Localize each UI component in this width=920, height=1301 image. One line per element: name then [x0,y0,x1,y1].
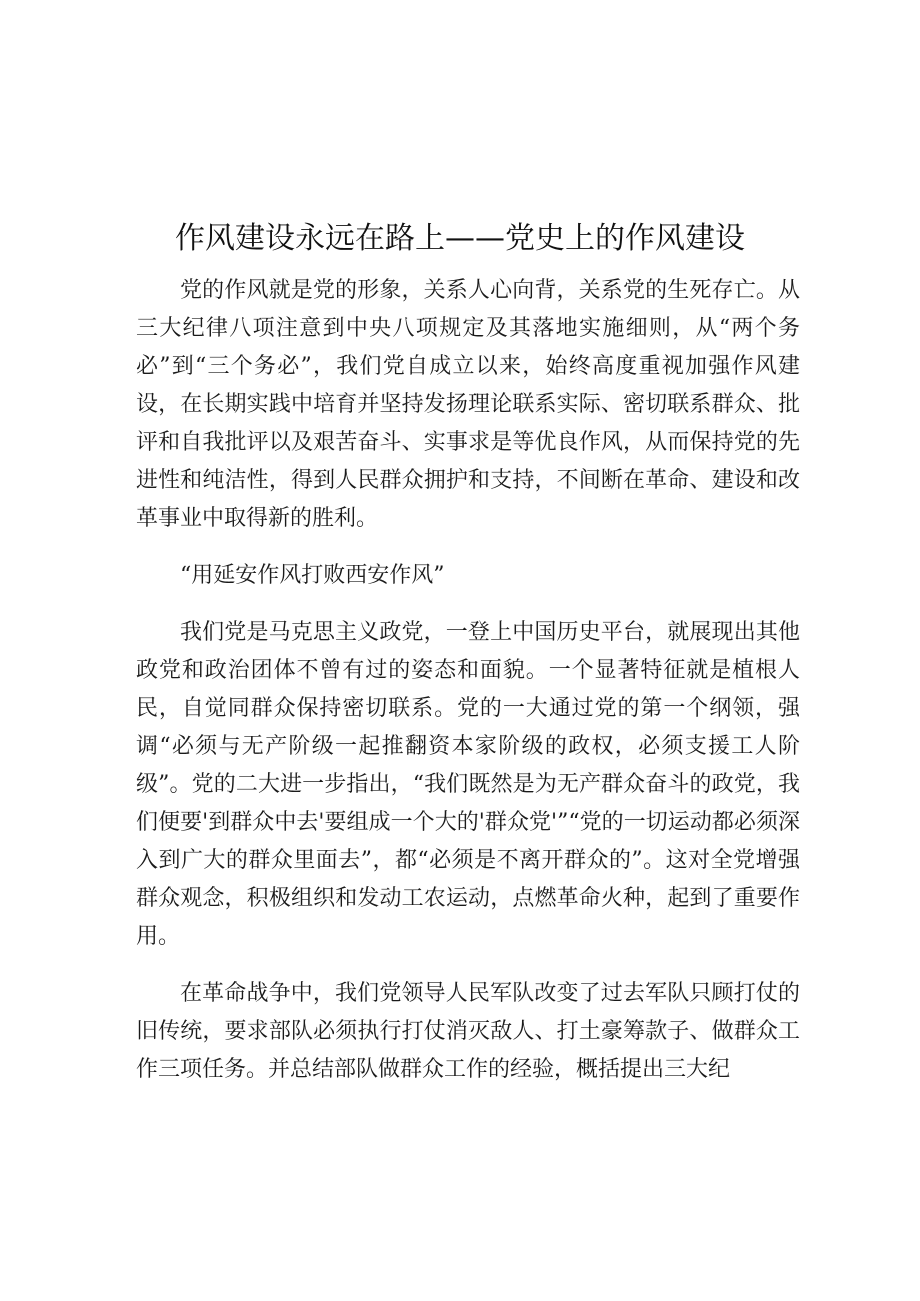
document-title: 作风建设永远在路上——党史上的作风建设 [175,221,745,256]
section-heading: “用延安作风打败西安作风” [180,563,445,588]
paragraph-revolutionary-war: 在革命战争中，我们党领导人民军队改变了过去军队只顾打仗的旧传统，要求部队必须执行打仗消灭敌人、打土豪筹款子、做群众工作三项任务。并总结部队做群众工作的经验，概括提出三大纪 [136,981,800,1082]
paragraph-intro: 党的作风就是党的形象，关系人心向背，关系党的生死存亡。从三大纪律八项注意到中央八项规定及其落地实施细则，从“两个务必”到“三个务必”，我们党自成立以来，始终高度重视加强作风建设，在长期实践中培育并坚持发扬理论联系实际、密切联系群众、批评和自我批评以及艰苦奋斗、实事求是等优良作风，从而保持党的先进性和纯洁性，得到人民群众拥护和支持，不间断在革命、建设和改革事业中取得新的胜利。 [136,278,800,531]
paragraph-party-nature: 我们党是马克思主义政党，一登上中国历史平台，就展现出其他政党和政治团体不曾有过的姿态和面貌。一个显著特征就是植根人民，自觉同群众保持密切联系。党的一大通过党的第一个纲领，强调“必须与无产阶级一起推翻资本家阶级的政权，必须支援工人阶级”。党的二大进一步指出，“我们既然是为无产群众奋斗的政党，我们便要'到群众中去'要组成一个大的'群众党'”“党的一切运动都必须深入到广大的群众里面去”，都“必须是不离开群众的”。这对全党增强群众观念，积极组织和发动工农运动，点燃革命火种，起到了重要作用。 [136,620,800,949]
document-body [136,272,800,1089]
